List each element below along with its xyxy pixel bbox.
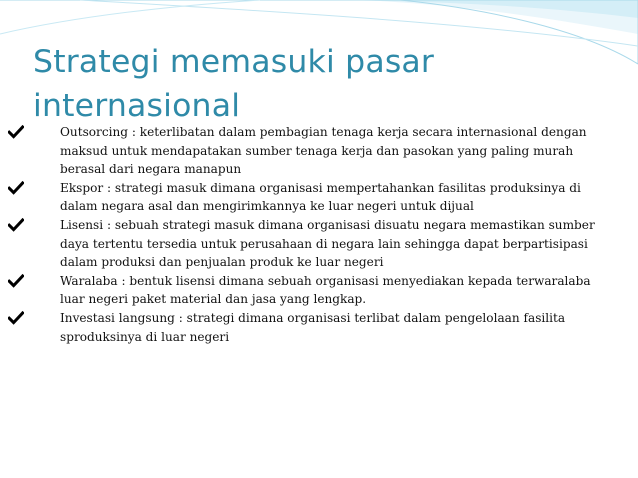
- check-icon: [8, 124, 24, 140]
- bullet-text-line: Lisensi : sebuah strategi masuk dimana organisasi disuatu negara memastikan sumber: [60, 217, 595, 232]
- bullet-item-investasi-langsung: [8, 309, 598, 346]
- check-icon: [8, 273, 24, 289]
- bullet-text-line: Investasi langsung : strategi dimana organisasi terlibat dalam pengelolaan fasilita: [60, 310, 566, 325]
- bullet-text-line: dalam produksi dan penjualan produk ke luar negeri: [60, 255, 384, 270]
- check-icon: [8, 217, 24, 233]
- bullet-text-line: luar negeri paket material dan jasa yang lengkap.: [60, 292, 367, 307]
- bullet-item-waralaba: [8, 272, 598, 309]
- bullet-item-lisensi: [8, 216, 598, 272]
- bullet-item-ekspor: [8, 179, 598, 216]
- bullet-text-line: Ekspor : strategi masuk dimana organisasi mempertahankan fasilitas produksinya di: [60, 180, 581, 195]
- bullet-list: [8, 123, 598, 346]
- check-icon: [8, 180, 24, 196]
- bullet-text-line: berasal dari negara manapun: [60, 162, 242, 177]
- bullet-text-line: dalam negara asal dan mengirimkannya ke luar negeri untuk dijual: [60, 199, 474, 214]
- bullet-text-line: Outsorcing : keterlibatan dalam pembagian tenaga kerja secara internasional dengan: [60, 125, 587, 139]
- bullet-item-outsourcing: [8, 123, 598, 179]
- title-line-2: internasional: [33, 88, 241, 124]
- check-icon: [8, 310, 24, 326]
- title-line-1: Strategi memasuki pasar: [33, 44, 435, 80]
- bullet-text-line: daya tertentu tersedia untuk perusahaan di negara lain sehingga dapat berpartisipasi: [60, 236, 588, 251]
- bullet-text-line: maksud untuk mendapatakan sumber tenaga kerja dan pasokan yang paling murah: [60, 143, 574, 158]
- bullet-text-line: sproduksinya di luar negeri: [60, 329, 230, 344]
- slide-title: [33, 40, 593, 128]
- bullet-text-line: Waralaba : bentuk lisensi dimana sebuah organisasi menyediakan kepada terwaralaba: [60, 273, 591, 288]
